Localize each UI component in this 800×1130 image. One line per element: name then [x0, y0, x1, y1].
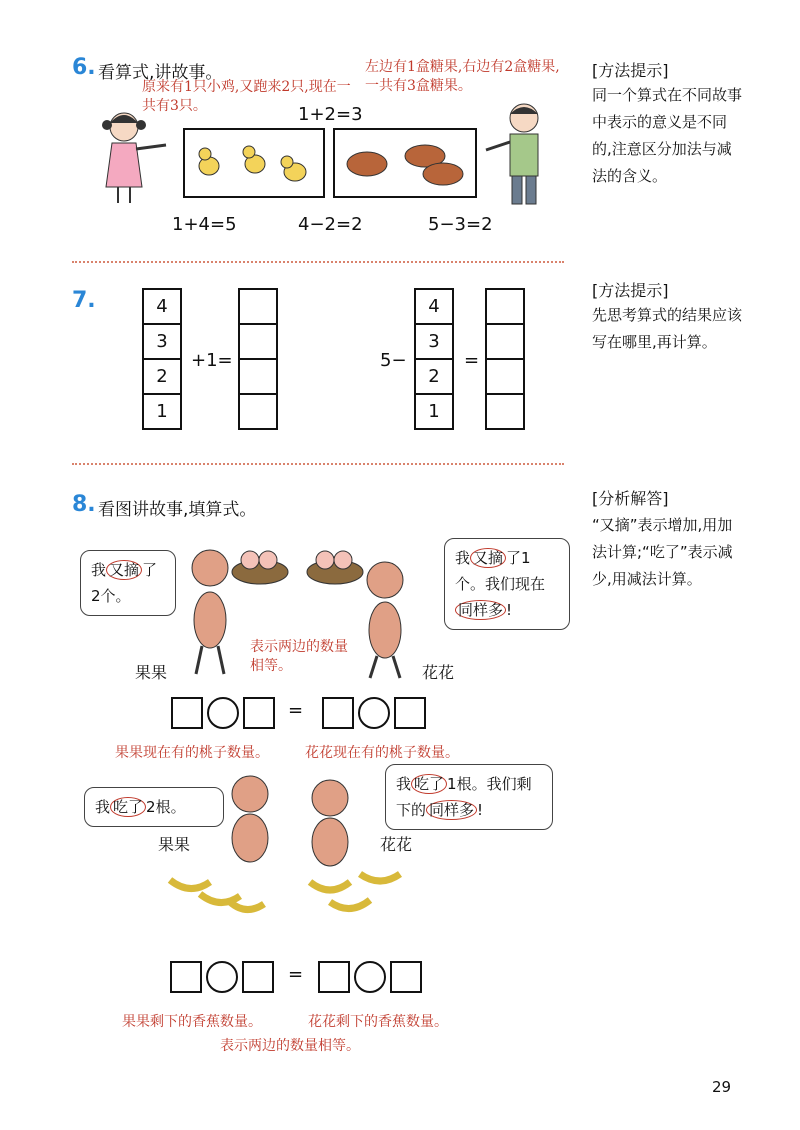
answer-box[interactable]	[238, 393, 278, 430]
answer-square[interactable]	[243, 697, 275, 729]
speech-bubble-huahua-1	[444, 538, 570, 630]
q7-left-column	[142, 288, 182, 430]
bubble-text: 了2个。	[91, 561, 158, 605]
bubble-text: 我	[455, 549, 471, 567]
answer-square[interactable]	[171, 697, 203, 729]
q6-story-chicks: 原来有1只小鸡,又跑来2只,现在一共有3只。	[142, 79, 351, 114]
q6-center-equation: 1+2=3	[298, 104, 363, 125]
label-huahua-peaches: 花花现在有的桃子数量。	[305, 745, 459, 761]
tip1-heading: [方法提示]	[592, 61, 669, 80]
name-guoguo-2: 果果	[158, 835, 191, 854]
answer-square[interactable]	[390, 961, 422, 993]
bubble-text: 我	[396, 775, 412, 793]
name-huahua-2: 花花	[380, 835, 413, 854]
q7-right-prefix: 5−	[380, 350, 407, 371]
q8-title: 看图讲故事,填算式。	[98, 500, 257, 520]
note-equal-bottom: 表示两边的数量相等。	[220, 1038, 360, 1054]
q7-left-cell: 3	[142, 323, 182, 358]
answer-box[interactable]	[238, 288, 278, 323]
q7-right-column	[414, 288, 454, 430]
bubble-text: !	[506, 601, 513, 619]
answer-square[interactable]	[322, 697, 354, 729]
answer-circle[interactable]	[207, 697, 239, 729]
q7-right-answer-column[interactable]	[485, 288, 525, 430]
q7-left-cell: 2	[142, 358, 182, 393]
chicks-illustration	[185, 130, 323, 196]
keyword-circled: 吃了	[110, 797, 146, 817]
q7-number: 7.	[72, 288, 96, 313]
name-huahua: 花花	[422, 663, 455, 682]
answer-circle[interactable]	[358, 697, 390, 729]
q7-left-cell: 4	[142, 288, 182, 323]
equals-sign: =	[288, 700, 304, 721]
answer-box[interactable]	[238, 323, 278, 358]
chicks-box	[183, 128, 325, 198]
bubble-text: 2根。	[146, 798, 186, 816]
q7-left-answer-column[interactable]	[238, 288, 278, 430]
keyword-circled: 又摘	[470, 548, 506, 568]
answer-square[interactable]	[394, 697, 426, 729]
q6-equation-2: 4−2=2	[298, 214, 363, 235]
divider	[72, 463, 564, 465]
q7-left-operator: +1=	[191, 350, 233, 371]
keyword-circled: 吃了	[411, 774, 447, 794]
answer-square[interactable]	[318, 961, 350, 993]
q6-equation-1: 1+4=5	[172, 214, 237, 235]
q6-story-candy: 左边有1盒糖果,右边有2盒糖果,一共有3盒糖果。	[365, 59, 560, 94]
name-guoguo: 果果	[135, 663, 168, 682]
answer-square[interactable]	[170, 961, 202, 993]
answer-box[interactable]	[238, 358, 278, 393]
answer-box[interactable]	[485, 288, 525, 323]
tip2-heading: [方法提示]	[592, 281, 669, 300]
label-guoguo-bananas: 果果剩下的香蕉数量。	[122, 1014, 262, 1030]
q8-number: 8.	[72, 492, 96, 517]
label-huahua-bananas: 花花剩下的香蕉数量。	[308, 1014, 448, 1030]
girl-illustration	[94, 105, 174, 205]
q7-right-cell: 3	[414, 323, 454, 358]
answer-square[interactable]	[242, 961, 274, 993]
answer-circle[interactable]	[354, 961, 386, 993]
page-number: 29	[712, 1078, 732, 1096]
bubble-text: 我	[91, 561, 107, 579]
q6-number: 6.	[72, 55, 96, 80]
keyword-circled: 又摘	[106, 560, 142, 580]
answer-circle[interactable]	[206, 961, 238, 993]
keyword-circled: 同样多	[426, 800, 477, 820]
bubble-text: 了1个。我们现在	[455, 549, 546, 593]
tip2-body: 先思考算式的结果应该写在哪里,再计算。	[592, 306, 743, 351]
candy-boxes-illustration	[335, 130, 475, 196]
q7-right-cell: 2	[414, 358, 454, 393]
speech-bubble-guoguo-1	[80, 550, 176, 616]
tip1-body: 同一个算式在不同故事中表示的意义是不同的,注意区分加法与减法的含义。	[592, 86, 743, 185]
q7-right-equals: =	[464, 350, 480, 371]
bubble-text: !	[477, 801, 484, 819]
q6-equation-3: 5−3=2	[428, 214, 493, 235]
bubble-text: 我	[95, 798, 111, 816]
label-guoguo-peaches: 果果现在有的桃子数量。	[115, 745, 269, 761]
answer-box[interactable]	[485, 393, 525, 430]
answer-box[interactable]	[485, 323, 525, 358]
candy-box	[333, 128, 477, 198]
divider	[72, 261, 564, 263]
bubble-text: 1根。我们剩下的	[396, 775, 532, 819]
q7-right-cell: 1	[414, 393, 454, 430]
equals-sign: =	[288, 964, 304, 985]
tip3-heading: [分析解答]	[592, 489, 669, 508]
tip3-body: “又摘”表示增加,用加法计算;“吃了”表示减少,用减法计算。	[592, 516, 733, 588]
answer-box[interactable]	[485, 358, 525, 393]
keyword-circled: 同样多	[455, 600, 506, 620]
q7-left-cell: 1	[142, 393, 182, 430]
boy-illustration	[480, 98, 560, 208]
q6-title: 看算式,讲故事。	[98, 63, 223, 83]
note-equal-top: 表示两边的数量相等。	[250, 639, 348, 674]
q7-right-cell: 4	[414, 288, 454, 323]
